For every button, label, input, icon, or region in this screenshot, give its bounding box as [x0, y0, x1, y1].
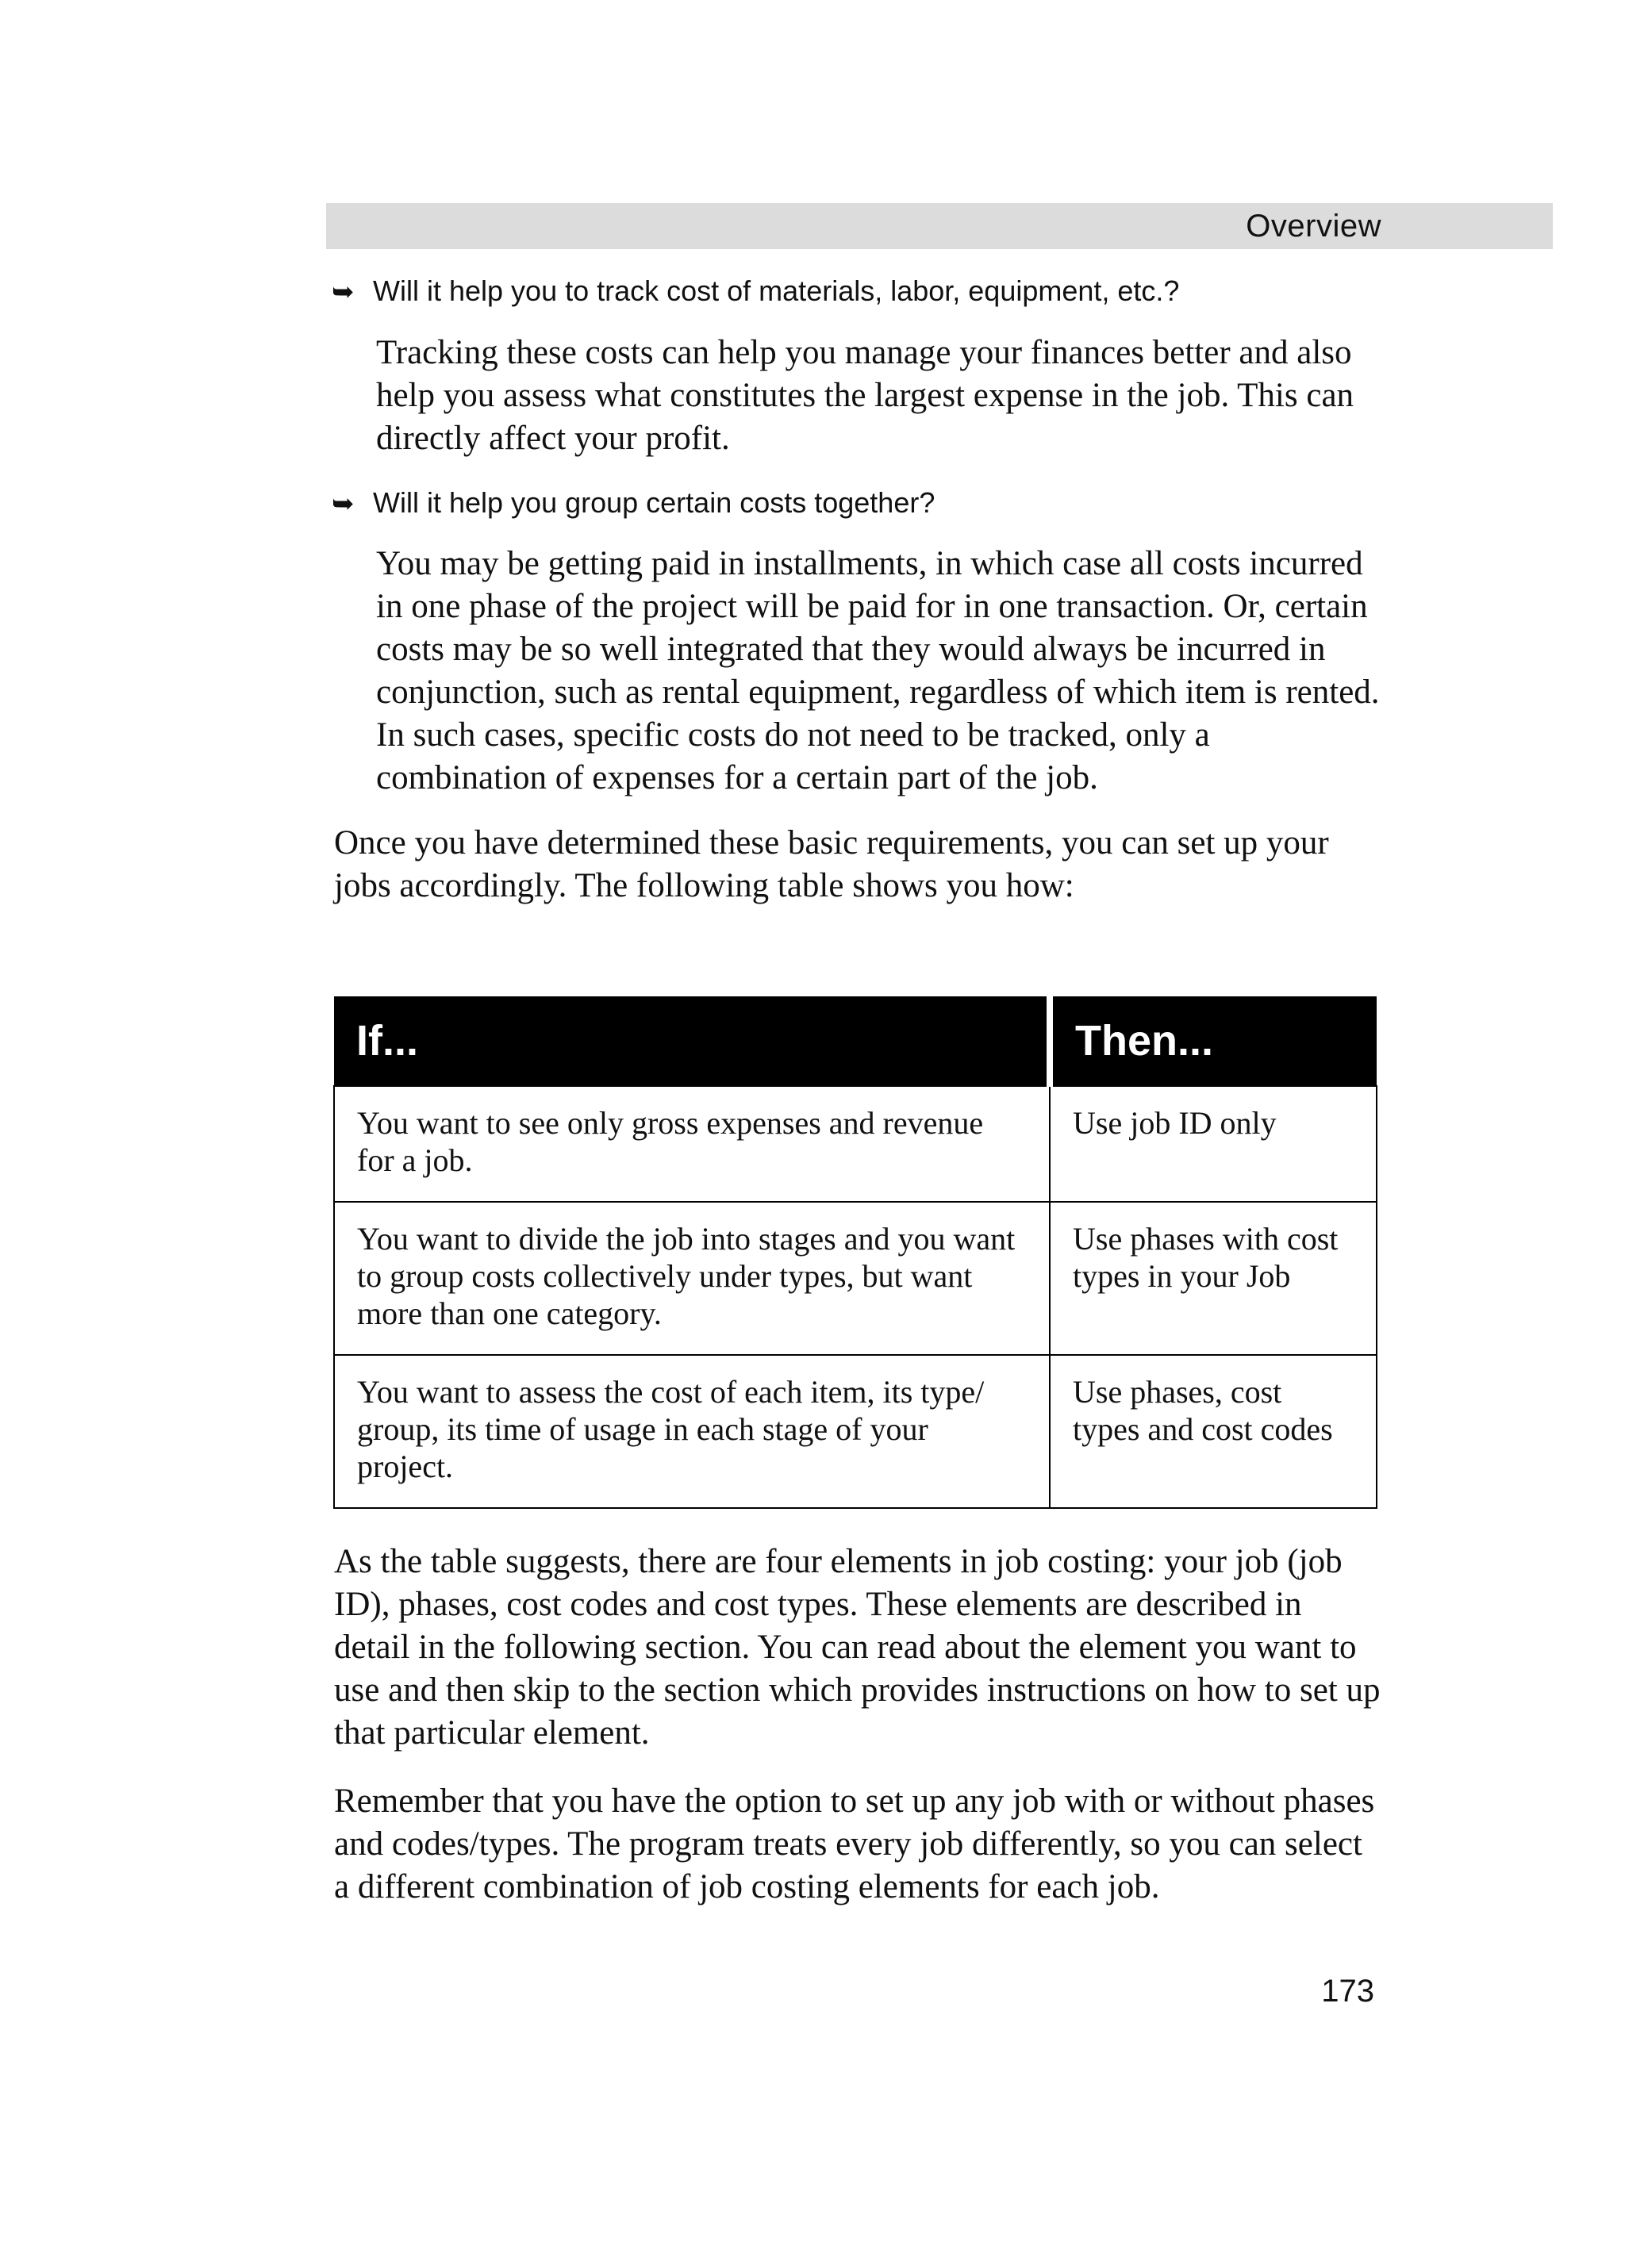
- table-header-if: If...: [334, 996, 1050, 1086]
- table-cell-condition: You want to divide the job into stages and you want to group costs collectively under types, but want more than one category.: [334, 1202, 1050, 1355]
- running-header: [326, 203, 1553, 249]
- table-row: [334, 1355, 1377, 1508]
- bullet-question-2: [332, 486, 935, 520]
- intro-paragraph: Once you have determined these basic requirements, you can set up your jobs accordingly. The following table shows you how:: [334, 824, 1329, 904]
- bullet-answer-2: You may be getting paid in installments, in which case all costs incurred in one phase of the project will be paid for in one transaction. Or, certain costs may be so well integrated that they would always be incurred in conjunction, such as rental equipment, regardless of which item is rented. In such cases, specific costs do not need to be tracked, only a combination of expenses for a certain part of the job.: [376, 545, 1380, 796]
- table-row: [334, 1086, 1377, 1202]
- table-cell-action: Use job ID only: [1050, 1086, 1377, 1202]
- table-cell-action: Use phases, cost types and cost codes: [1050, 1355, 1377, 1508]
- table-header-then: Then...: [1050, 996, 1377, 1086]
- table-cell-action: Use phases with cost types in your Job: [1050, 1202, 1377, 1355]
- arrow-bullet-icon: ➥: [332, 489, 355, 519]
- page-number: 173: [1321, 1974, 1374, 2009]
- table-header-row: [334, 996, 1377, 1086]
- arrow-bullet-icon: ➥: [332, 277, 355, 307]
- table-cell-condition: You want to see only gross expenses and revenue for a job.: [334, 1086, 1050, 1202]
- bullet-question-text: Will it help you group certain costs together?: [373, 486, 935, 519]
- bullet-answer-1: Tracking these costs can help you manage your finances better and also help you assess what constitutes the largest expense in the job. This can directly affect your profit.: [376, 334, 1354, 457]
- bullet-question-text: Will it help you to track cost of materials, labor, equipment, etc.?: [373, 274, 1180, 307]
- section-title: Overview: [1246, 209, 1381, 244]
- body-paragraph-1: As the table suggests, there are four elements in job costing: your job (job ID), phases, cost codes and cost types. These elements are described in detail in the following section. You can read about the element you want to use and then skip to the section which provides instructions on how to set up that particular element.: [334, 1543, 1381, 1752]
- table-row: [334, 1202, 1377, 1355]
- body-paragraph-2: Remember that you have the option to set up any job with or without phases and codes/types. The program treats every job differently, so you can select a different combination of job costing elements for each job.: [334, 1783, 1375, 1905]
- job-costing-table: [333, 996, 1377, 1509]
- table-cell-condition: You want to assess the cost of each item, its type/ group, its time of usage in each stage of your project.: [334, 1355, 1050, 1508]
- bullet-question-1: [332, 274, 1179, 308]
